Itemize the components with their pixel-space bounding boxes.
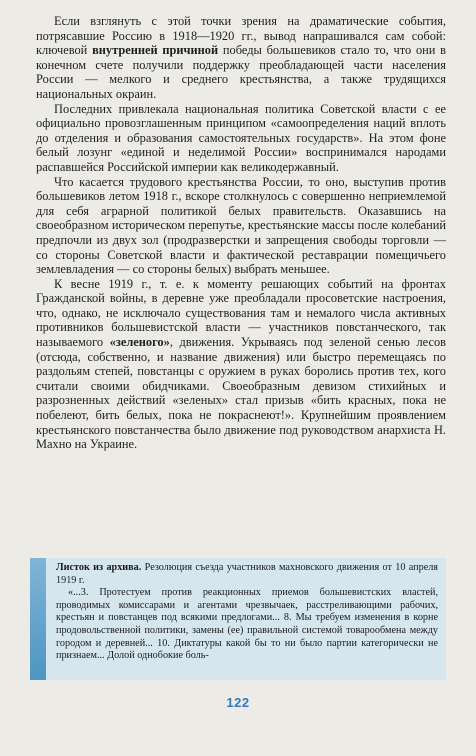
archive-quote: «...3. Протестуем против реакционных приемов большевистских властей, проводимых комиссарами и агентами чрезвычаек, расстреливающими рабочих, крестьян и повстанцев под всякими предлогами... 8. Мы требуем изменения в корне продовольственной политики, замены (ее) правильной системой товарообмена между городом и деревней... 10. Диктатуры какой бы то ни было партии категорически не признаем... Долой однобокие боль- — [56, 587, 438, 662]
paragraph-4-text-a: К весне 1919 г., т. е. к моменту решающих событий на фронтах Гражданской войны, в деревне уже преобладали просоветские настроения, что, однако, не исключало существования там и немалого числа активных противников большевистской власти — участников повстанческого, так называемого — [36, 276, 446, 350]
page-number: 122 — [226, 695, 250, 710]
paragraph-4-text-b: , движения. Укрываясь под зеленой сенью лесов (отсюда, собственно, и название движения) или быстро перемещаясь по раздольям степей, повстанцы с оружием в руках боролись против тех, кого считали своими обидчиками. Своеобразным девизом стихийных и разрозненных действий «зеленых» стал призыв «бить красных, пока не побелеют, бить белых, пока не покраснеют!». Крупнейшим проявлением крестьянского повстанчества было движение под руководством анархиста Н. Махно на Украине. — [36, 335, 447, 452]
archive-box-stripe — [30, 558, 46, 680]
paragraph-3: Что касается трудового крестьянства России, то оно, выступив против большевиков летом 1918 г., вскоре столкнулось с совершенно неприемлемой для себя аграрной политикой белых правительств. Оказавшись на своеобразном историческом перепутье, крестьянские массы после колебаний предпочли из двух зол (продразверстки и запрещения свободы торговли — со стороны Советской власти и фактической реставрации помещичьего землевладения — со стороны белых) выбрать меньшее. — [36, 174, 446, 277]
paragraph-2: Последних привлекала национальная политика Советской власти с ее официально провозглашенным принципом «самоопределения наций вплоть до отделения и образования самостоятельных государств». На этом фоне белый лозунг «единой и неделимой России» воспринимался народами распавшейся Российской империи как великодержавный. — [36, 101, 446, 174]
paragraph-1-text-a: Если взглянуть с этой точки зрения на драматические события, потрясавшие Россию в 1918—1920 гг., вывод напрашивался сам собой: ключевой — [36, 14, 446, 58]
paragraph-1-text-b: победы большевиков стало то, что они в конечном счете получили поддержку преобладающей части населения России — мелкого и среднего крестьянства, а также трудящихся национальных окраин. — [36, 43, 446, 101]
paragraph-4 — [36, 277, 446, 452]
paragraph-4-bold-term: «зеленого» — [109, 335, 170, 350]
archive-label: Листок из архива. — [56, 562, 142, 573]
archive-box-body — [46, 558, 446, 680]
paragraph-1 — [36, 14, 446, 102]
paragraph-1-bold-term: внутренней причиной — [92, 43, 219, 58]
archive-sidebar-box — [30, 558, 446, 680]
archive-heading — [56, 562, 438, 587]
archive-title: Резолюция съезда участников махновского движения от 10 апреля 1919 г. — [56, 562, 438, 586]
